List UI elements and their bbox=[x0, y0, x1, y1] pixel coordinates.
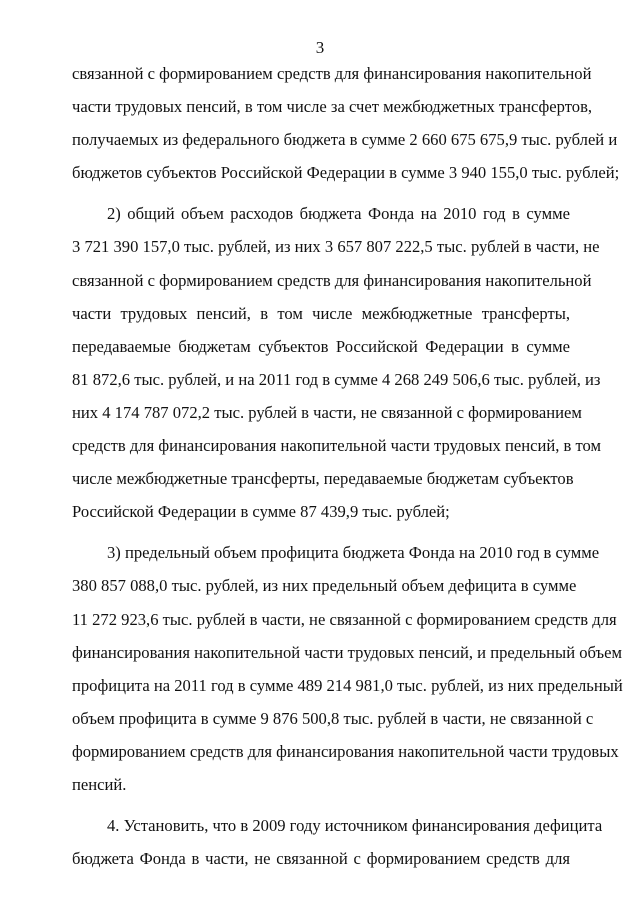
text-line: получаемых из федерального бюджета в сумме 2 660 675 675,9 тыс. рублей и bbox=[72, 130, 618, 150]
text-line: передаваемые бюджетам субъектов Российской Федерации в сумме bbox=[72, 336, 570, 356]
text-line: 3) предельный объем профицита бюджета Фонда на 2010 год в сумме bbox=[107, 543, 600, 563]
text-line: 3 721 390 157,0 тыс. рублей, из них 3 657 807 222,5 тыс. рублей в части, не bbox=[72, 237, 600, 257]
document-body bbox=[72, 57, 623, 875]
text-line: связанной с формированием средств для финансирования накопительной bbox=[72, 64, 592, 83]
text-line: 81 872,6 тыс. рублей, и на 2011 год в сумме 4 268 249 506,6 тыс. рублей, из bbox=[72, 369, 601, 389]
text-line: пенсий. bbox=[72, 774, 127, 794]
text-line: части трудовых пенсий, в том числе за счет межбюджетных трансфертов, bbox=[72, 97, 593, 117]
text-line: 4. Установить, что в 2009 году источником финансирования дефицита bbox=[107, 816, 603, 836]
paragraph-item-2 bbox=[72, 197, 602, 528]
text-line: части трудовых пенсий, в том числе межбюджетные трансферты, bbox=[72, 303, 570, 323]
text-line: 11 272 923,6 тыс. рублей в части, не связанной с формированием средств для bbox=[72, 609, 617, 629]
text-line: них 4 174 787 072,2 тыс. рублей в части, не связанной с формированием bbox=[72, 402, 582, 422]
text-line: формированием средств для финансирования накопительной части трудовых bbox=[72, 741, 619, 761]
text-line: 2) общий объем расходов бюджета Фонда на 2010 год в сумме bbox=[107, 204, 570, 224]
text-line: бюджета Фонда в части, не связанной с формированием средств для bbox=[72, 849, 570, 869]
text-line: финансирования накопительной части трудовых пенсий, и предельный объем bbox=[72, 642, 623, 662]
paragraph-item-3 bbox=[72, 536, 623, 801]
text-line: числе межбюджетные трансферты, передаваемые бюджетам субъектов bbox=[72, 469, 574, 489]
text-line: профицита на 2011 год в сумме 489 214 981,0 тыс. рублей, из них предельный bbox=[72, 675, 623, 695]
text-line: средств для финансирования накопительной части трудовых пенсий, в том bbox=[72, 436, 602, 456]
text-line: объем профицита в сумме 9 876 500,8 тыс. рублей в части, не связанной с bbox=[72, 708, 594, 728]
text-line: 380 857 088,0 тыс. рублей, из них предельный объем дефицита в сумме bbox=[72, 576, 577, 596]
paragraph-section-4 bbox=[72, 809, 603, 875]
text-line: бюджетов субъектов Российской Федерации в сумме 3 940 155,0 тыс. рублей; bbox=[72, 163, 620, 183]
paragraph-1-continuation bbox=[72, 57, 620, 189]
text-line: связанной с формированием средств для финансирования накопительной bbox=[72, 270, 592, 290]
page-number: 3 bbox=[315, 38, 325, 57]
text-line: Российской Федерации в сумме 87 439,9 тыс. рублей; bbox=[72, 502, 450, 522]
